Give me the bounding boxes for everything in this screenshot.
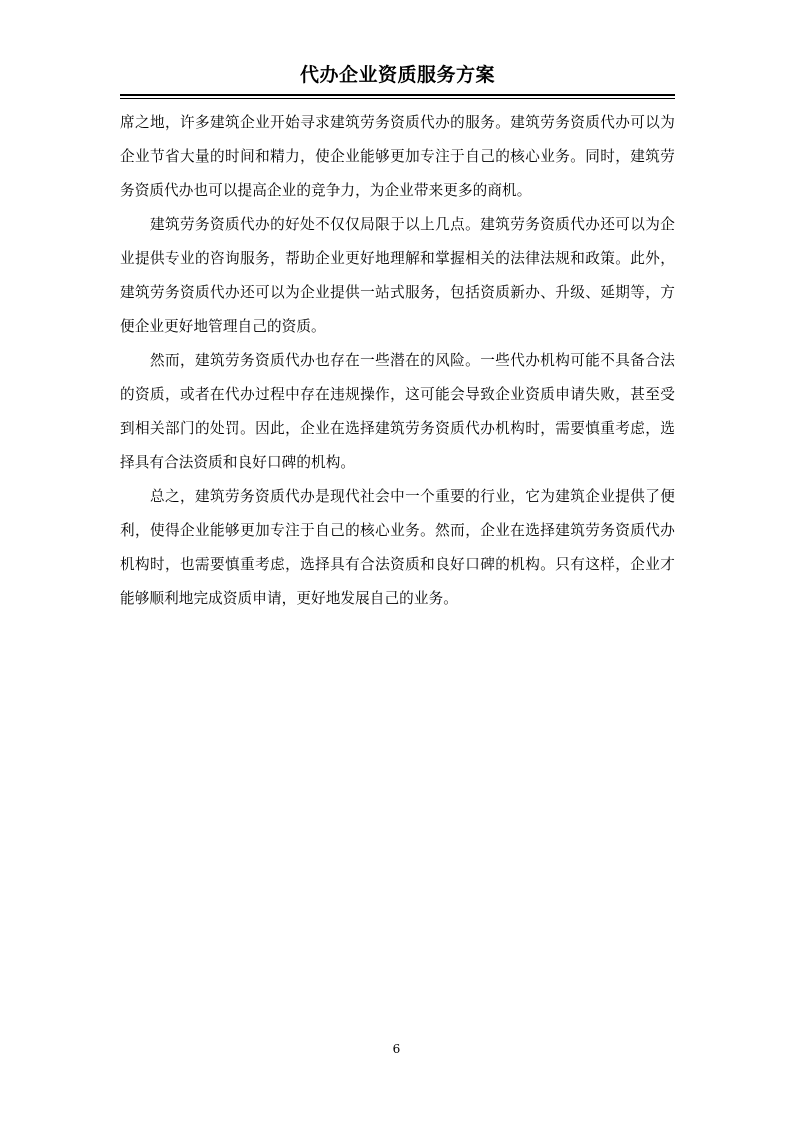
document-body [120,106,675,616]
paragraph: 总之，建筑劳务资质代办是现代社会中一个重要的行业，它为建筑企业提供了便利，使得企业能够更加专注于自己的核心业务。然而，企业在选择建筑劳务资质代办机构时，也需要慎重考虑，选择具有合法资质和良好口碑的机构。只有这样，企业才能够顺利地完成资质申请，更好地发展自己的业务。 [120,488,675,607]
page-number: 6 [392,1042,401,1056]
header-divider-thin [120,98,675,99]
paragraph: 然而，建筑劳务资质代办也存在一些潜在的风险。一些代办机构可能不具备合法的资质，或者在代办过程中存在违规操作，这可能会导致企业资质申请失败，甚至受到相关部门的处罚。因此，企业在选择建筑劳务资质代办机构时，需要慎重考虑，选择具有合法资质和良好口碑的机构。 [120,352,675,471]
page-title: 代办企业资质服务方案 [299,64,495,86]
paragraph-continued: 席之地，许多建筑企业开始寻求建筑劳务资质代办的服务。建筑劳务资质代办可以为企业节省大量的时间和精力，使企业能够更加专注于自己的核心业务。同时，建筑劳务资质代办也可以提高企业的竞争力，为企业带来更多的商机。 [120,114,675,199]
header-divider-thick [120,94,675,96]
paragraph: 建筑劳务资质代办的好处不仅仅局限于以上几点。建筑劳务资质代办还可以为企业提供专业的咨询服务，帮助企业更好地理解和掌握相关的法律法规和政策。此外，建筑劳务资质代办还可以为企业提供一站式服务，包括资质新办、升级、延期等，方便企业更好地管理自己的资质。 [120,216,675,335]
